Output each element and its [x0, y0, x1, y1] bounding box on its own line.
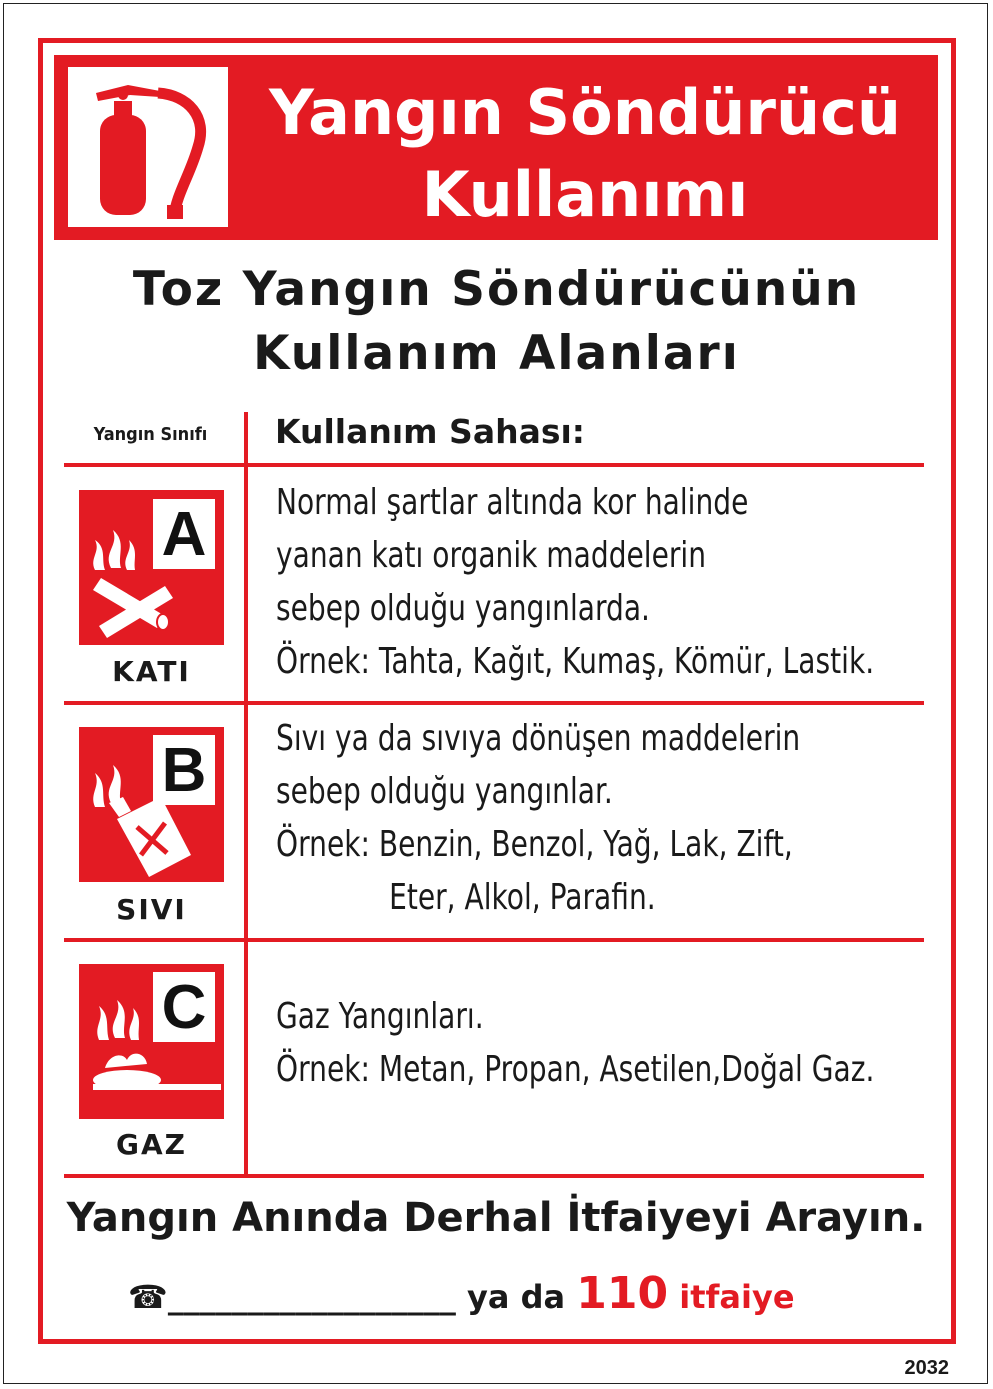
class-a-line: Normal şartlar altında kor halinde [276, 482, 749, 523]
or-text: ya da [467, 1278, 566, 1316]
class-b-line: Eter, Alkol, Parafin. [389, 877, 656, 918]
telephone-icon: ☎ [128, 1278, 168, 1316]
class-b-icon-box [79, 727, 224, 882]
fire-extinguisher-icon [68, 67, 228, 227]
product-code: 2032 [904, 1357, 949, 1379]
class-c-label: GAZ [116, 1128, 187, 1161]
class-b-label: SIVI [116, 893, 187, 926]
subtitle-line1: Toz Yangın Söndürücünün [132, 262, 861, 317]
class-a-letter: A [153, 499, 215, 569]
class-a-label: KATI [112, 655, 191, 688]
column-header-usage: Kullanım Sahası: [275, 412, 586, 451]
subtitle [60, 258, 933, 386]
class-a-icon-box [79, 490, 224, 645]
emergency-number: 110 [576, 1268, 669, 1319]
call-fire-department-text: Yangın Anında Derhal İtfaiyeyi Arayın. [66, 1195, 926, 1241]
class-a-line: Örnek: Tahta, Kağıt, Kumaş, Kömür, Lastik. [276, 641, 875, 682]
phone-line [128, 1268, 795, 1319]
class-c-line: Gaz Yangınları. [276, 996, 484, 1037]
phone-blank: __________________ [167, 1278, 456, 1316]
service-name: itfaiye [679, 1278, 795, 1316]
main-title-line2: Kullanımı [421, 158, 749, 231]
main-title-line1: Yangın Söndürücü [268, 76, 902, 149]
class-b-line: Sıvı ya da sıvıya dönüşen maddelerin [276, 718, 801, 759]
row-divider [64, 938, 924, 942]
class-a-line: sebep olduğu yangınlarda. [276, 588, 650, 629]
subtitle-line2: Kullanım Alanları [253, 326, 740, 381]
class-a-description [276, 476, 874, 688]
class-c-icon-box [79, 964, 224, 1119]
main-title [240, 72, 930, 236]
row-divider [64, 1174, 924, 1178]
class-a-line: yanan katı organik maddelerin [276, 535, 707, 576]
class-b-letter: B [153, 735, 215, 805]
class-b-line: Örnek: Benzin, Benzol, Yağ, Lak, Zift, [276, 824, 793, 865]
column-divider [244, 412, 248, 1174]
class-b-description [276, 712, 800, 924]
class-c-line: Örnek: Metan, Propan, Asetilen,Doğal Gaz. [276, 1049, 875, 1090]
row-divider [64, 463, 924, 467]
class-c-letter: C [153, 972, 215, 1042]
class-b-line: sebep olduğu yangınlar. [276, 771, 613, 812]
column-header-class: Yangın Sınıfı [93, 424, 208, 445]
row-divider [64, 701, 924, 705]
class-c-description [276, 990, 874, 1096]
